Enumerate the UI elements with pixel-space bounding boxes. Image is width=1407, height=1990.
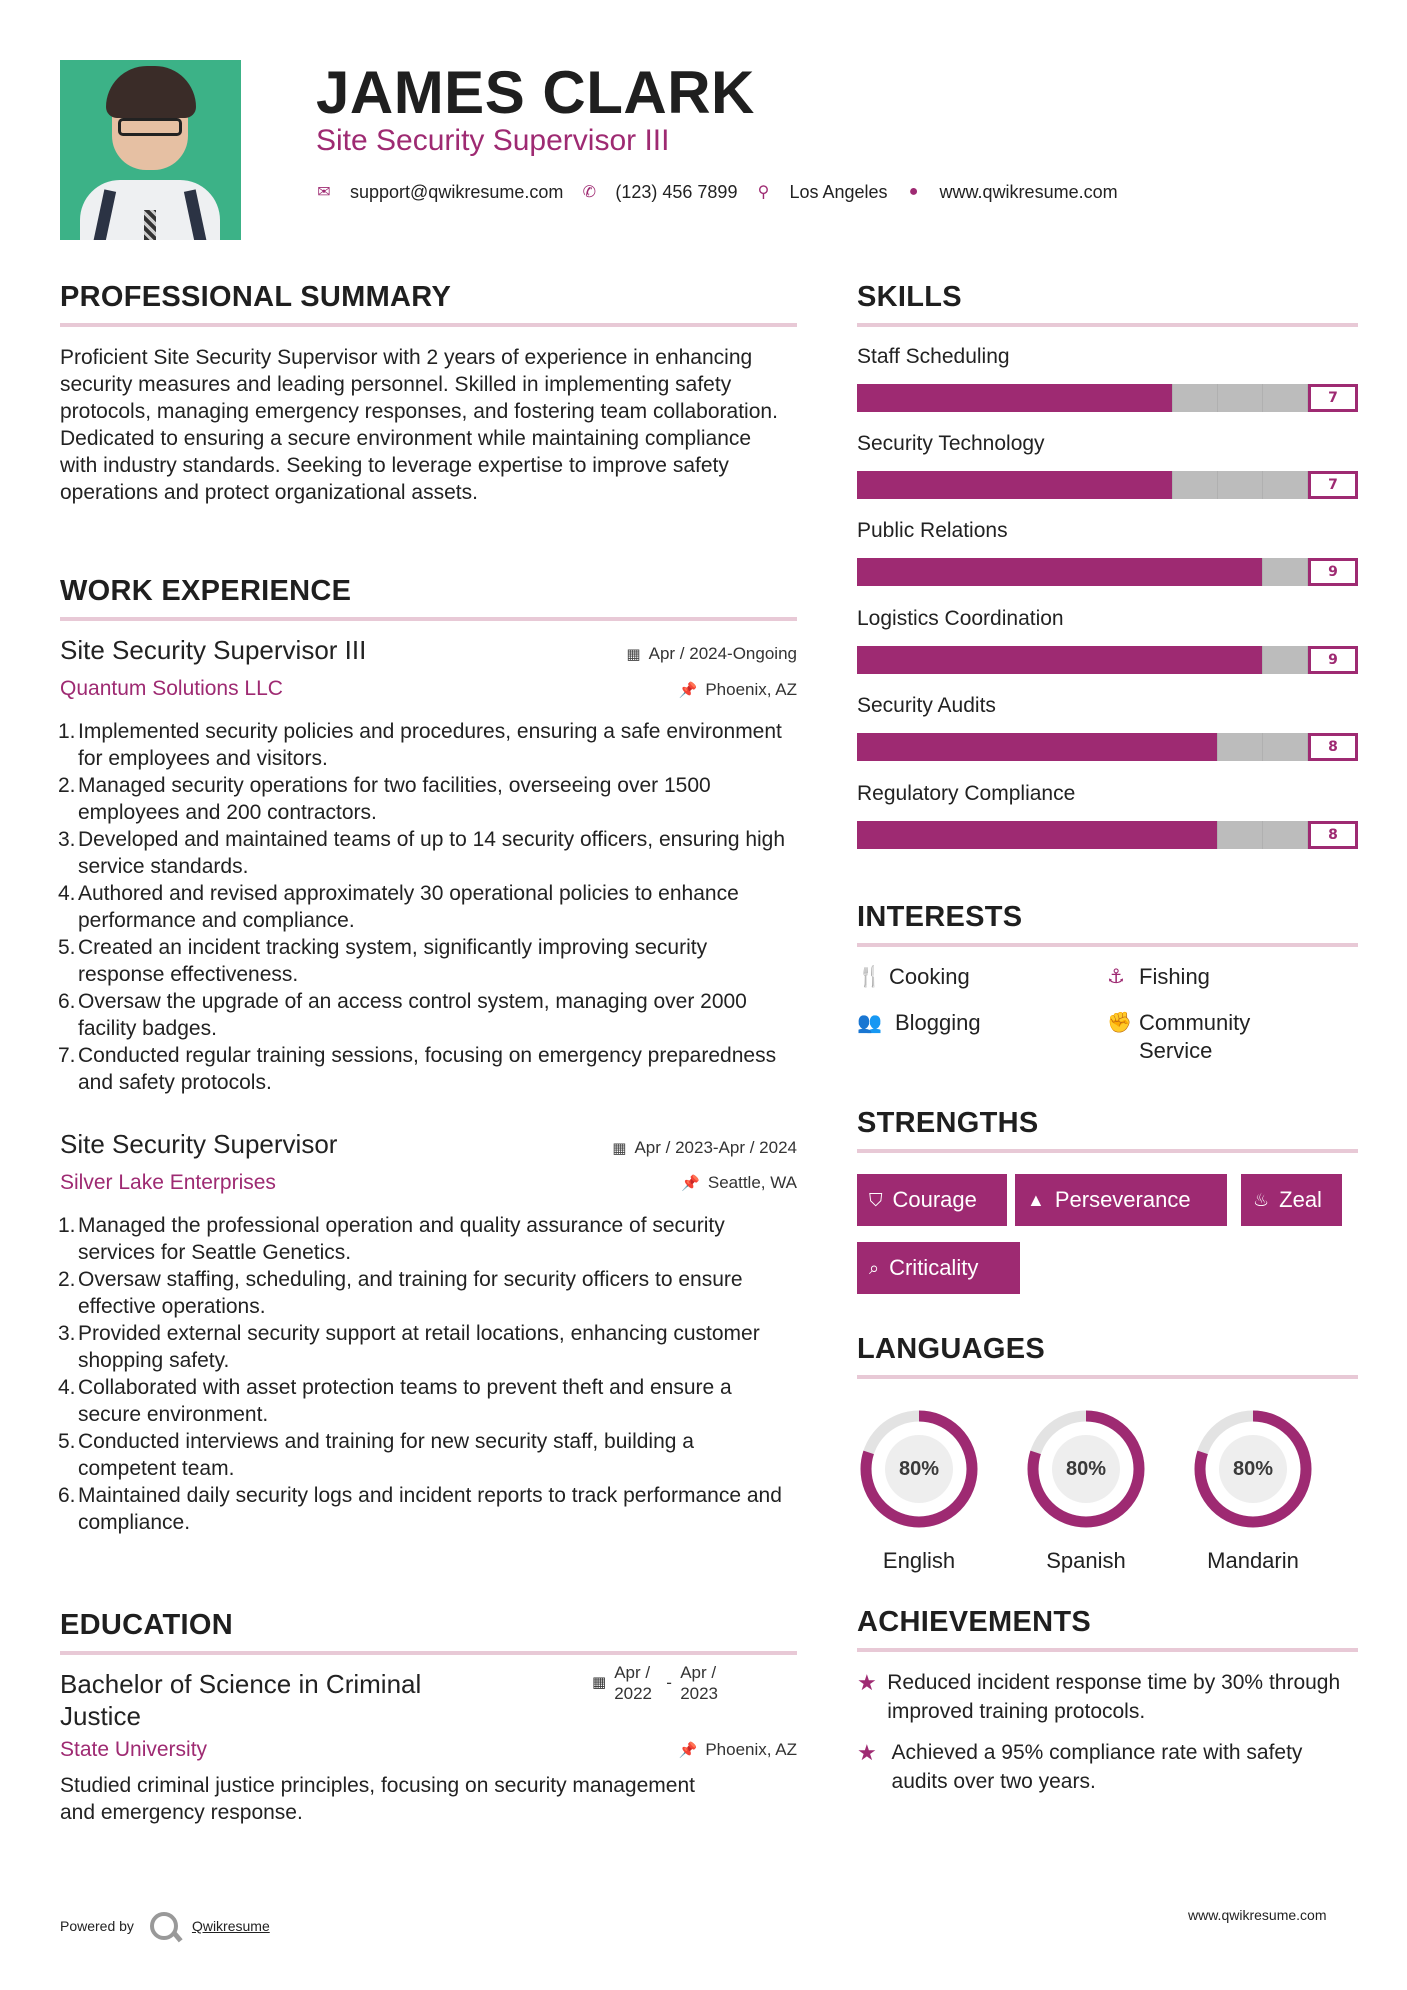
bullet: 2. Oversaw staffing, scheduling, and training for security officers to ensure effective operations. [58, 1268, 743, 1318]
language-percent: 80% [1219, 1435, 1287, 1503]
skill-item [857, 518, 1358, 580]
job-dates [500, 644, 797, 664]
search-icon: ⌕ [869, 1257, 880, 1278]
edu-location-text: Phoenix, AZ [705, 1740, 797, 1759]
strength-chip-courage: ⛉ Courage [857, 1174, 1007, 1226]
envelope-icon: ✉ [317, 184, 331, 201]
job-location [500, 1173, 797, 1193]
calendar-icon: ▦ [612, 1140, 627, 1157]
school-name: State University [60, 1738, 208, 1761]
footer-powered-by [60, 1912, 270, 1940]
interest-item [1107, 1009, 1307, 1065]
skill-score: 9 [1308, 558, 1358, 586]
interest-label: Community Service [1139, 1010, 1251, 1063]
job-title: Site Security Supervisor III [60, 635, 367, 665]
skill-bar [857, 384, 1358, 412]
language-item [857, 1408, 981, 1574]
qwikresume-link[interactable]: Qwikresume [191, 1918, 270, 1934]
interest-item [857, 963, 970, 991]
bullet: 5. Conducted interviews and training for new security staff, building a competent team. [58, 1430, 694, 1480]
job-company: Silver Lake Enterprises [60, 1171, 276, 1194]
strengths-divider [857, 1149, 1358, 1153]
powered-by-text: Powered by [60, 1918, 134, 1934]
interest-label: Blogging [895, 1010, 981, 1035]
language-percent: 80% [1052, 1435, 1120, 1503]
anchor-icon: ⚓ [1107, 966, 1125, 988]
skill-score: 9 [1308, 646, 1358, 674]
skill-bar-fill [857, 821, 1217, 849]
fire-icon: ♨ [1253, 1189, 1270, 1210]
education-location [500, 1740, 797, 1760]
achievement-text: Achieved a 95% compliance rate with safety audits over two years. [891, 1741, 1303, 1793]
skill-score: 7 [1308, 384, 1358, 412]
skill-item [857, 781, 1358, 843]
bullet: 2. Managed security operations for two facilities, overseeing over 1500 employees and 200 contractors. [58, 774, 711, 824]
skill-label: Security Audits [857, 694, 996, 717]
skill-label: Logistics Coordination [857, 607, 1064, 630]
interests-divider [857, 943, 1358, 947]
bullet: 6. Maintained daily security logs and incident reports to track performance and compliance. [58, 1484, 782, 1534]
education-heading: EDUCATION [60, 1609, 233, 1641]
skill-label: Staff Scheduling [857, 345, 1010, 368]
skill-score: 8 [1308, 733, 1358, 761]
skill-bar [857, 821, 1358, 849]
skill-bar [857, 646, 1358, 674]
education-divider [60, 1651, 797, 1655]
skill-label: Security Technology [857, 432, 1045, 455]
bullet: 3. Provided external security support at retail locations, enhancing customer shopping safety. [58, 1322, 760, 1372]
hand-icon: ✊ [1107, 1012, 1132, 1034]
skill-item [857, 431, 1358, 493]
profile-photo [60, 60, 241, 240]
summary-divider [60, 323, 797, 327]
skill-item [857, 606, 1358, 668]
strength-chip-criticality: ⌕ Criticality [857, 1242, 1020, 1294]
skill-bar-fill [857, 471, 1172, 499]
contact-phone[interactable] [581, 182, 737, 203]
pushpin-icon: 📌 [678, 1742, 698, 1759]
interests-heading: INTERESTS [857, 901, 1023, 933]
calendar-icon: ▦ [626, 646, 641, 663]
language-name: English [882, 1548, 956, 1573]
road-icon: ▲ [1027, 1189, 1045, 1210]
languages-divider [857, 1375, 1358, 1379]
skill-score: 8 [1308, 821, 1358, 849]
star-icon: ★ [857, 1740, 877, 1765]
star-icon: ★ [857, 1670, 877, 1695]
calendar-icon: ▦ [592, 1674, 607, 1691]
skill-bar-fill [857, 646, 1262, 674]
email-text: support@qwikresume.com [350, 181, 564, 202]
language-progress-ring [1025, 1408, 1147, 1530]
skill-item [857, 344, 1358, 406]
interest-label: Cooking [889, 964, 970, 989]
phone-icon: ✆ [582, 184, 597, 201]
footer-website[interactable]: www.qwikresume.com [1188, 1907, 1327, 1923]
education-description: Studied criminal justice principles, focusing on security management and emergency response. [60, 1774, 695, 1824]
work-divider [60, 617, 797, 621]
skill-bar [857, 733, 1358, 761]
job-title: Site Security Supervisor [60, 1129, 338, 1159]
skill-bar [857, 558, 1358, 586]
bullet: 4. Collaborated with asset protection teams to prevent theft and ensure a secure environment. [58, 1376, 732, 1426]
contact-website[interactable] [906, 182, 1118, 203]
contact-bar [316, 180, 1136, 204]
bullet: 5. Created an incident tracking system, significantly improving security response effectiveness. [58, 936, 708, 986]
utensils-icon: 🍴 [857, 966, 882, 988]
skill-bar-fill [857, 733, 1217, 761]
skill-label: Public Relations [857, 519, 1008, 542]
edu-separator: - [666, 1673, 672, 1692]
language-progress-ring [1192, 1408, 1314, 1530]
bullet: 4. Authored and revised approximately 30 operational policies to enhance performance and compliance. [58, 882, 739, 932]
education-dates [592, 1662, 732, 1704]
job-bullets [60, 1212, 797, 1536]
interest-item [857, 1009, 981, 1037]
achievements-heading: ACHIEVEMENTS [857, 1606, 1092, 1638]
map-pin-icon: ⚲ [757, 184, 770, 201]
location-text: Los Angeles [789, 181, 888, 202]
achievement-item [857, 1668, 1358, 1726]
job-company: Quantum Solutions LLC [60, 677, 283, 700]
job-dates-text: Apr / 2024-Ongoing [648, 644, 797, 663]
degree-title: Bachelor of Science in Criminal Justice [60, 1669, 422, 1731]
strength-chip-perseverance: ▲ Perseverance [1015, 1174, 1227, 1226]
contact-location [755, 182, 887, 203]
skill-score: 7 [1308, 471, 1358, 499]
contact-email[interactable] [316, 182, 563, 203]
summary-text: Proficient Site Security Supervisor with 2 years of experience in enhancing security measures and leading personnel. Skilled in implementing safety protocols, managing emergency responses, and fostering team collaboration. Dedicated to ensuring a secure environment while maintaining compliance with industry standards. Seeking to leverage expertise to improve safety operations and protect organizational assets. [60, 346, 778, 504]
bullet: 1. Managed the professional operation and quality assurance of security services for Seattle Genetics. [58, 1214, 725, 1264]
job-location-text: Phoenix, AZ [705, 680, 797, 699]
job-dates-text: Apr / 2023-Apr / 2024 [634, 1138, 797, 1157]
job-bullets [60, 718, 797, 1096]
pushpin-icon: 📌 [678, 682, 698, 699]
skill-bar-fill [857, 384, 1172, 412]
bullet: 1. Implemented security policies and procedures, ensuring a safe environment for employees and visitors. [58, 720, 782, 770]
skill-item [857, 693, 1358, 755]
achievements-divider [857, 1648, 1358, 1652]
job-location-text: Seattle, WA [707, 1173, 797, 1192]
strength-chip-zeal: ♨ Zeal [1241, 1174, 1342, 1226]
bullet: 6. Oversaw the upgrade of an access control system, managing over 2000 facility badges. [58, 990, 747, 1040]
summary-heading: PROFESSIONAL SUMMARY [60, 281, 452, 313]
phone-text: (123) 456 7899 [615, 181, 738, 202]
job-dates [500, 1138, 797, 1158]
candidate-name: JAMES CLARK [316, 59, 755, 126]
skill-bar-fill [857, 558, 1262, 586]
skill-label: Regulatory Compliance [857, 782, 1076, 805]
skills-heading: SKILLS [857, 281, 962, 313]
website-text: www.qwikresume.com [939, 181, 1118, 202]
users-icon: 👥 [857, 1012, 882, 1034]
language-item [1024, 1408, 1148, 1574]
job-location [500, 680, 797, 700]
language-percent: 80% [885, 1435, 953, 1503]
strengths-heading: STRENGTHS [857, 1107, 1039, 1139]
achievement-text: Reduced incident response time by 30% through improved training protocols. [887, 1671, 1341, 1723]
pushpin-icon: 📌 [681, 1175, 700, 1192]
candidate-title: Site Security Supervisor III [316, 124, 670, 157]
achievement-item [857, 1738, 1358, 1796]
interest-item [1107, 963, 1210, 991]
work-heading: WORK EXPERIENCE [60, 575, 352, 607]
bullet: 3. Developed and maintained teams of up to 14 security officers, ensuring high service standards. [58, 828, 786, 878]
bullet: 7. Conducted regular training sessions, focusing on emergency preparedness and safety protocols. [58, 1044, 777, 1094]
edu-end: Apr / 2023 [680, 1663, 719, 1703]
qwikresume-logo-icon [150, 1912, 178, 1940]
skills-divider [857, 323, 1358, 327]
globe-icon: ● [908, 183, 919, 200]
interest-label: Fishing [1139, 964, 1210, 989]
language-item [1191, 1408, 1315, 1574]
skill-bar [857, 471, 1358, 499]
language-name: Mandarin [1207, 1548, 1299, 1573]
languages-heading: LANGUAGES [857, 1333, 1045, 1365]
shield-icon: ⛉ [869, 1189, 883, 1210]
language-name: Spanish [1046, 1548, 1126, 1573]
language-progress-ring [858, 1408, 980, 1530]
edu-start: Apr / 2022 [614, 1663, 653, 1703]
